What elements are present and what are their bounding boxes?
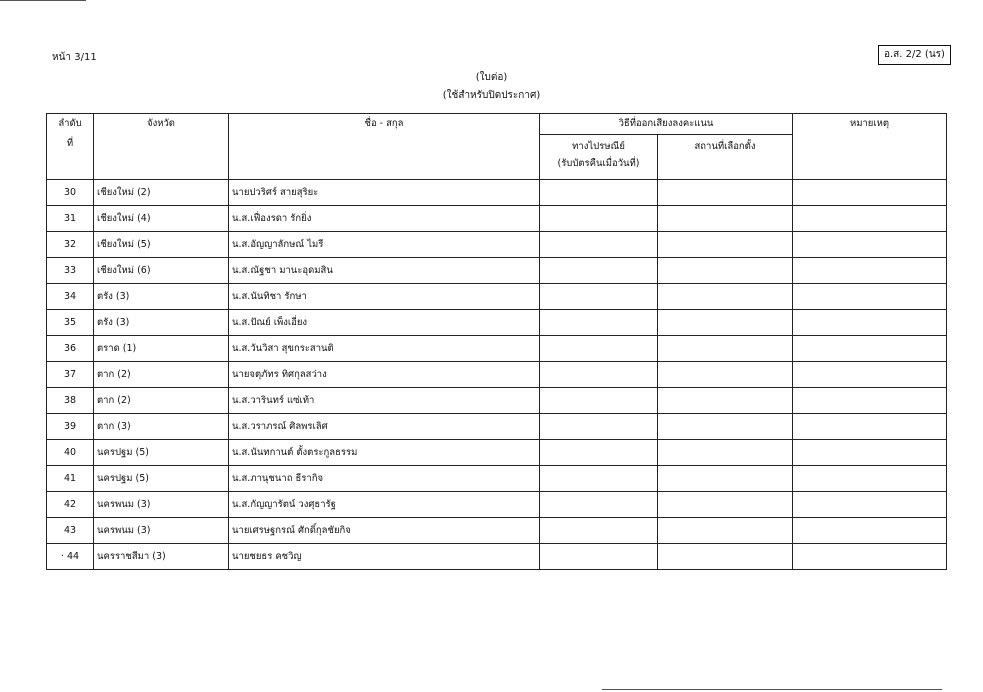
- row-name: นายชยธร คชวิญ: [229, 544, 540, 570]
- row-station-cell: [658, 206, 793, 232]
- row-number: 36: [47, 336, 94, 362]
- row-name: น.ส.นันทกานต์ ตั้งตระกูลธรรม: [229, 440, 540, 466]
- header-seq-line1: ลำดับ: [58, 118, 82, 129]
- row-number: · 44: [47, 544, 94, 570]
- row-remarks-cell: [793, 336, 947, 362]
- voter-table: [46, 113, 947, 570]
- row-post-cell: [540, 258, 658, 284]
- row-post-cell: [540, 232, 658, 258]
- row-province: ตาก (2): [94, 362, 229, 388]
- row-name: น.ส.ปัณย์ เพ็งเอี่ยง: [229, 310, 540, 336]
- row-remarks-cell: [793, 414, 947, 440]
- row-number: 33: [47, 258, 94, 284]
- table-row: [47, 232, 947, 258]
- header-seq-line2: ที่: [66, 138, 74, 149]
- row-name: น.ส.อัญญาลักษณ์ ไมรี: [229, 232, 540, 258]
- row-post-cell: [540, 440, 658, 466]
- row-number: 31: [47, 206, 94, 232]
- header-province: จังหวัด: [94, 114, 229, 180]
- row-station-cell: [658, 284, 793, 310]
- row-station-cell: [658, 180, 793, 206]
- row-station-cell: [658, 258, 793, 284]
- row-remarks-cell: [793, 518, 947, 544]
- row-remarks-cell: [793, 284, 947, 310]
- row-post-cell: [540, 284, 658, 310]
- row-name: น.ส.ณัฐชา มานะอุดมสิน: [229, 258, 540, 284]
- row-station-cell: [658, 518, 793, 544]
- row-station-cell: [658, 492, 793, 518]
- row-station-cell: [658, 440, 793, 466]
- row-remarks-cell: [793, 466, 947, 492]
- continued-label: (ใบต่อ): [475, 72, 508, 83]
- purpose-label: (ใช้สำหรับปิดประกาศ): [442, 90, 541, 101]
- table-row: [47, 180, 947, 206]
- row-province: ตาก (2): [94, 388, 229, 414]
- table-row: [47, 466, 947, 492]
- header-method: วิธีที่ออกเสียงลงคะแนน: [540, 114, 793, 135]
- row-number: 40: [47, 440, 94, 466]
- row-province: นครพนม (3): [94, 492, 229, 518]
- row-province: ตาก (3): [94, 414, 229, 440]
- row-province: เชียงใหม่ (4): [94, 206, 229, 232]
- row-number: 42: [47, 492, 94, 518]
- table-row: [47, 284, 947, 310]
- bottom-edge-line: [602, 689, 942, 690]
- header-name: ชื่อ - สกุล: [229, 114, 540, 180]
- row-name: นายจตุภัทร ทิศกุลสว่าง: [229, 362, 540, 388]
- row-remarks-cell: [793, 232, 947, 258]
- row-post-cell: [540, 362, 658, 388]
- row-province: เชียงใหม่ (5): [94, 232, 229, 258]
- row-station-cell: [658, 466, 793, 492]
- row-number: 30: [47, 180, 94, 206]
- row-post-cell: [540, 466, 658, 492]
- table-row: [47, 310, 947, 336]
- row-post-cell: [540, 518, 658, 544]
- row-name: น.ส.กัญญารัตน์ วงศุธารัฐ: [229, 492, 540, 518]
- row-station-cell: [658, 336, 793, 362]
- row-name: น.ส.วราภรณ์ ศิลพรเลิศ: [229, 414, 540, 440]
- row-station-cell: [658, 362, 793, 388]
- row-name: นายเศรษฐกรณ์ ศักดิ์กุลชัยกิจ: [229, 518, 540, 544]
- row-name: นายปวริศร์ สายสุริยะ: [229, 180, 540, 206]
- top-edge-line: [0, 0, 86, 1]
- row-province: นครราชสีมา (3): [94, 544, 229, 570]
- row-post-cell: [540, 414, 658, 440]
- row-number: 38: [47, 388, 94, 414]
- table-body: [47, 180, 947, 570]
- header-method-post: [540, 135, 658, 180]
- row-post-cell: [540, 544, 658, 570]
- form-code-box: อ.ส. 2/2 (นร): [878, 45, 951, 65]
- row-name: น.ส.ภานุชนาถ ธีรากิจ: [229, 466, 540, 492]
- row-station-cell: [658, 310, 793, 336]
- row-province: เชียงใหม่ (6): [94, 258, 229, 284]
- row-station-cell: [658, 232, 793, 258]
- row-number: 32: [47, 232, 94, 258]
- row-province: นครปฐม (5): [94, 466, 229, 492]
- row-post-cell: [540, 336, 658, 362]
- row-post-cell: [540, 492, 658, 518]
- table-row: [47, 258, 947, 284]
- table-row: [47, 414, 947, 440]
- row-remarks-cell: [793, 544, 947, 570]
- header-seq: [47, 114, 94, 180]
- table-row: [47, 492, 947, 518]
- row-station-cell: [658, 544, 793, 570]
- row-remarks-cell: [793, 180, 947, 206]
- table-row: [47, 362, 947, 388]
- row-province: เชียงใหม่ (2): [94, 180, 229, 206]
- table-row: [47, 206, 947, 232]
- row-number: 39: [47, 414, 94, 440]
- row-number: 35: [47, 310, 94, 336]
- row-remarks-cell: [793, 362, 947, 388]
- row-remarks-cell: [793, 258, 947, 284]
- row-post-cell: [540, 180, 658, 206]
- row-remarks-cell: [793, 388, 947, 414]
- row-province: ตรัง (3): [94, 310, 229, 336]
- row-post-cell: [540, 206, 658, 232]
- row-remarks-cell: [793, 206, 947, 232]
- table-row: [47, 518, 947, 544]
- row-remarks-cell: [793, 492, 947, 518]
- row-province: ตราด (1): [94, 336, 229, 362]
- page-number: หน้า 3/11: [52, 52, 97, 63]
- row-remarks-cell: [793, 310, 947, 336]
- row-name: น.ส.เฟื่องรดา รักยิ่ง: [229, 206, 540, 232]
- row-post-cell: [540, 388, 658, 414]
- row-number: 43: [47, 518, 94, 544]
- row-name: น.ส.วารินทร์ แซ่เท้า: [229, 388, 540, 414]
- table-row: [47, 440, 947, 466]
- row-province: ตรัง (3): [94, 284, 229, 310]
- row-station-cell: [658, 414, 793, 440]
- table-row: [47, 336, 947, 362]
- table-row: [47, 388, 947, 414]
- row-number: 34: [47, 284, 94, 310]
- row-province: นครพนม (3): [94, 518, 229, 544]
- row-name: น.ส.นันทิชา รักษา: [229, 284, 540, 310]
- header-method-station: สถานที่เลือกตั้ง: [658, 135, 793, 180]
- row-name: น.ส.วันวิสา สุขกระสานติ: [229, 336, 540, 362]
- row-province: นครปฐม (5): [94, 440, 229, 466]
- header-remarks: หมายเหตุ: [793, 114, 947, 180]
- table-row: [47, 544, 947, 570]
- header-post-line2: (รับบัตรคืนเมื่อวันที่): [557, 158, 640, 169]
- row-number: 41: [47, 466, 94, 492]
- row-remarks-cell: [793, 440, 947, 466]
- header-post-line1: ทางไปรษณีย์: [572, 141, 625, 152]
- row-post-cell: [540, 310, 658, 336]
- row-station-cell: [658, 388, 793, 414]
- row-number: 37: [47, 362, 94, 388]
